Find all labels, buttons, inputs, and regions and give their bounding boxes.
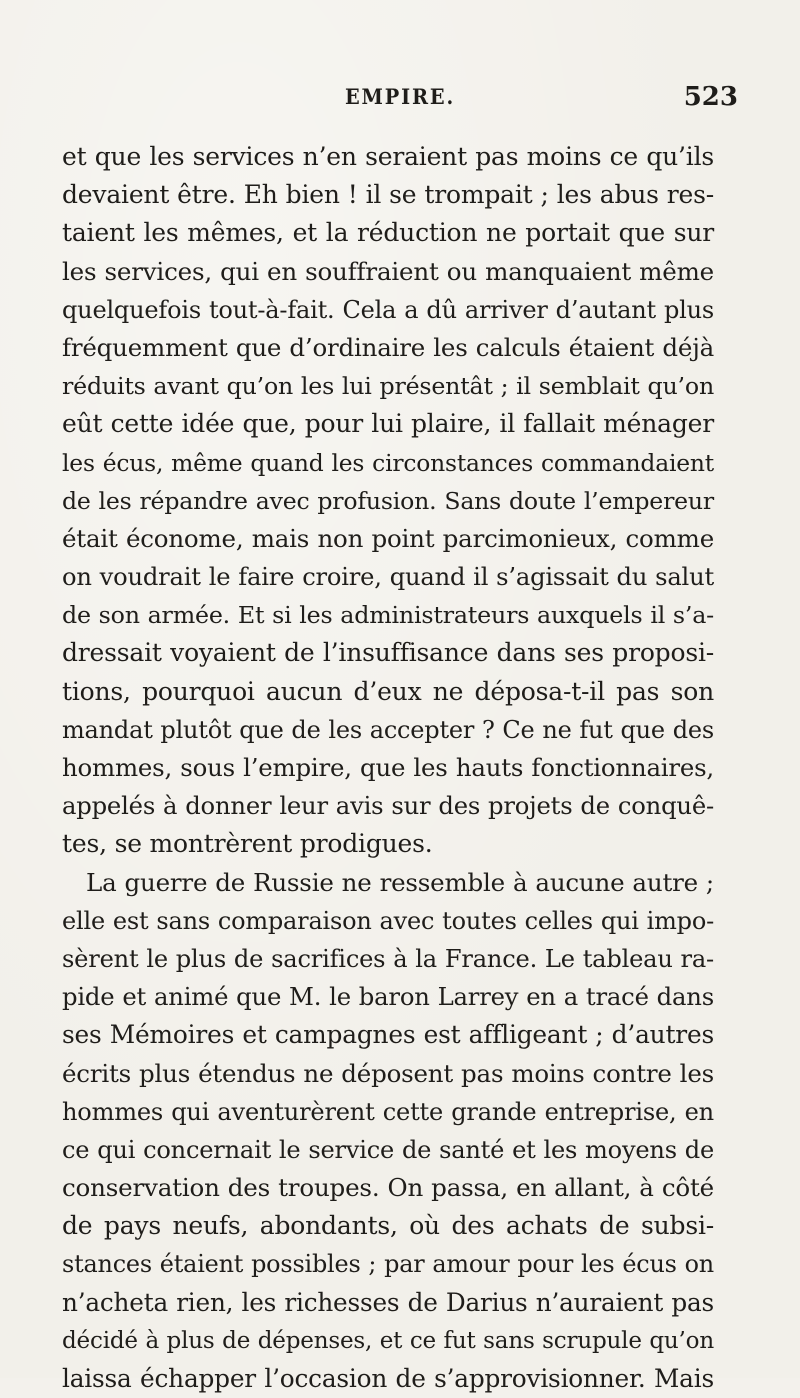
text-line: ce qui concernait le service de santé et les moyens de: [62, 1135, 714, 1164]
text-line: décidé à plus de dépenses, et ce fut sans scrupule qu’on: [62, 1327, 714, 1354]
text-line: écrits plus étendus ne déposent pas moins contre les: [62, 1058, 714, 1088]
text-line: conservation des troupes. On passa, en allant, à côté: [62, 1173, 714, 1203]
text-line: elle est sans comparaison avec toutes celles qui impo-: [62, 906, 714, 935]
text-line: tions, pourquoi aucun d’eux ne déposa-t-il pas son: [62, 676, 714, 706]
text-line: taient les mêmes, et la réduction ne portait que sur: [62, 218, 714, 248]
text-line: était économe, mais non point parcimonieux, comme: [62, 523, 714, 553]
text-line: les écus, même quand les circonstances commandaient: [62, 448, 714, 477]
text-line: ses Mémoires et campagnes est affligeant ; d’autres: [62, 1020, 714, 1050]
text-line: hommes qui aventurèrent cette grande entreprise, en: [62, 1097, 714, 1126]
text-line: dressait voyaient de l’insuffisance dans ses proposi-: [62, 638, 714, 668]
text-line: stances étaient possibles ; par amour pour les écus on: [62, 1250, 714, 1279]
body-text: [62, 138, 714, 1398]
text-line: mandat plutôt que de les accepter ? Ce ne fut que des: [62, 715, 714, 744]
page-number: 523: [683, 82, 738, 112]
text-line: de les répandre avec profusion. Sans doute l’empereur: [62, 486, 714, 515]
text-line: et que les services n’en seraient pas moins ce qu’ils: [62, 142, 714, 171]
text-line: appelés à donner leur avis sur des projets de conquê-: [62, 791, 714, 821]
text-line: laissa échapper l’occasion de s’approvisionner. Mais: [62, 1364, 714, 1393]
text-line: quelquefois tout-à-fait. Cela a dû arriver d’autant plus: [62, 295, 714, 324]
text-line: réduits avant qu’on les lui présentât ; il semblait qu’on: [62, 372, 714, 401]
text-line: de pays neufs, abondants, où des achats de subsi-: [62, 1211, 714, 1241]
text-line: devaient être. Eh bien ! il se trompait ; les abus res-: [62, 180, 714, 210]
text-line: les services, qui en souffraient ou manquaient même: [62, 256, 714, 286]
running-head: EMPIRE.: [344, 84, 456, 109]
text-line: fréquemment que d’ordinaire les calculs étaient déjà: [62, 332, 714, 362]
text-line: pide et animé que M. le baron Larrey en a tracé dans: [62, 982, 714, 1012]
text-line: tes, se montrèrent prodigues.: [62, 829, 433, 859]
text-line: hommes, sous l’empire, que les hauts fonctionnaires,: [62, 753, 714, 782]
text-line: sèrent le plus de sacrifices à la France. Le tableau ra-: [62, 944, 714, 973]
text-line: La guerre de Russie ne ressemble à aucune autre ;: [86, 867, 714, 897]
text-line: n’acheta rien, les richesses de Darius n’auraient pas: [62, 1287, 714, 1317]
text-line: eût cette idée que, pour lui plaire, il fallait ménager: [62, 409, 714, 439]
page-header: [62, 84, 738, 124]
text-line: de son armée. Et si les administrateurs auxquels il s’a-: [62, 601, 714, 630]
text-line: on voudrait le faire croire, quand il s’agissait du salut: [62, 563, 714, 592]
